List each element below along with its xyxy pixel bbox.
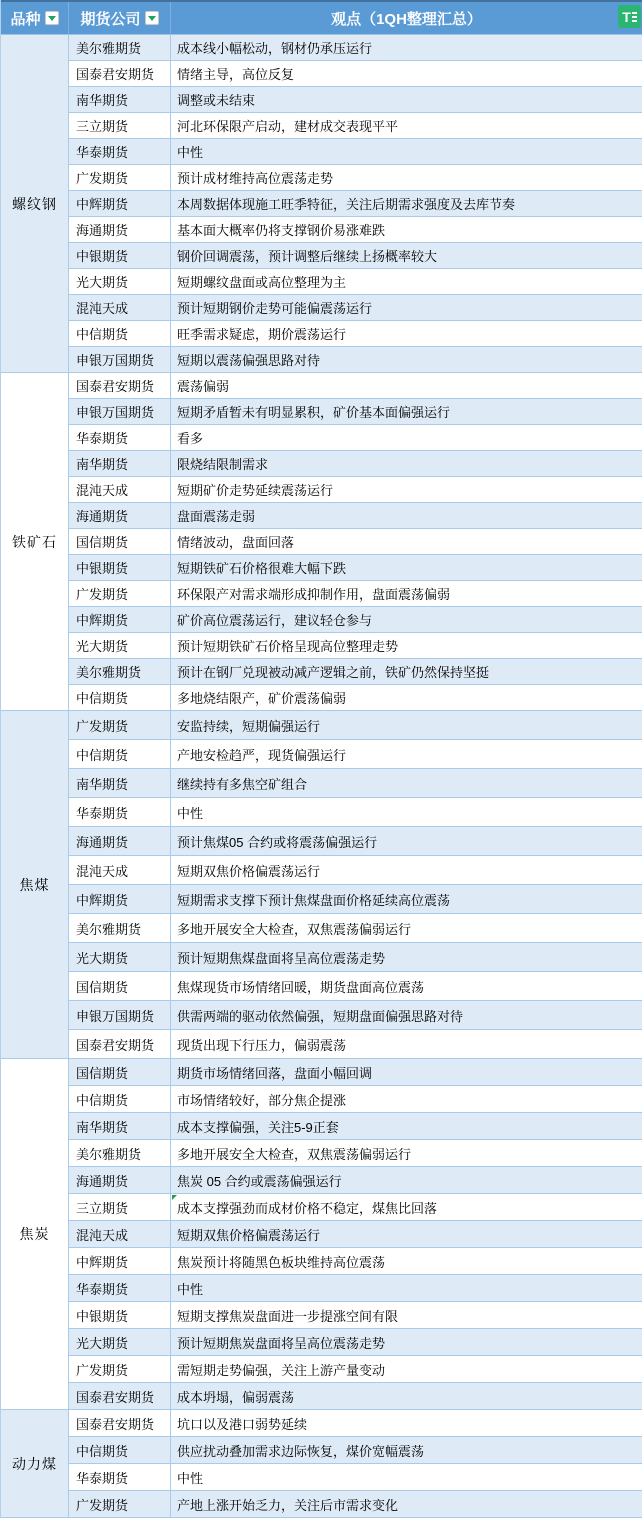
table-row: [69, 191, 642, 217]
opinion-cell: [171, 269, 642, 294]
opinion-cell: [171, 295, 642, 320]
table-row: [69, 217, 642, 243]
opinion-cell: [171, 87, 642, 112]
opinion-cell: [171, 1437, 642, 1463]
opinion-text: 预计在钢厂兑现被动减产逻辑之前，铁矿仍然保持坚挺: [177, 665, 490, 680]
opinion-text: 坑口以及港口弱势延续: [177, 1416, 308, 1432]
opinion-cell: [171, 885, 642, 913]
opinion-cell: [171, 769, 642, 797]
table-row: [69, 769, 642, 798]
company-cell: 光大期货: [69, 943, 171, 971]
opinion-text: 安监持续，短期偏强运行: [177, 718, 321, 734]
company-cell: 国泰君安期货: [69, 373, 171, 398]
company-cell: 混沌天成: [69, 1221, 171, 1247]
opinion-cell: [171, 399, 642, 424]
table-row: [69, 165, 642, 191]
table-row: [69, 451, 642, 477]
table-row: [69, 61, 642, 87]
opinion-text: 多地开展安全大检查，双焦震荡偏弱运行: [177, 1146, 412, 1162]
company-cell: 国信期货: [69, 529, 171, 554]
section-rows: [69, 1410, 642, 1518]
opinion-cell: [171, 914, 642, 942]
company-cell: 海通期货: [69, 503, 171, 528]
opinion-text: 本周数据体现施工旺季特征，关注后期需求强度及去库节奏: [177, 197, 516, 212]
company-cell: 国泰君安期货: [69, 1410, 171, 1436]
opinion-cell: [171, 685, 642, 710]
commodity-section: [1, 35, 642, 373]
table-row: [69, 943, 642, 972]
table-row: [69, 659, 642, 685]
table-row: [69, 1194, 642, 1221]
company-cell: 申银万国期货: [69, 347, 171, 372]
opinion-text: 盘面震荡走弱: [177, 509, 256, 524]
company-cell: 中辉期货: [69, 191, 171, 216]
opinion-text: 情绪主导，高位反复: [177, 67, 295, 82]
company-cell: 申银万国期货: [69, 399, 171, 424]
opinion-cell: [171, 1329, 642, 1355]
opinion-cell: [171, 1194, 642, 1220]
commodity-section: [1, 1410, 642, 1518]
table-row: [69, 1086, 642, 1113]
opinion-text: 河北环保限产启动，建材成交表现平平: [177, 119, 399, 134]
opinion-text: 预计成材维持高位震荡走势: [177, 171, 334, 186]
header-company-label: 期货公司: [80, 10, 141, 28]
opinion-cell: [171, 659, 642, 684]
opinion-text: 基本面大概率仍将支撑钢价易涨难跌: [177, 223, 386, 238]
table-row: [69, 1248, 642, 1275]
table-row: [69, 972, 642, 1001]
variety-cell: 螺纹钢: [1, 35, 69, 373]
company-cell: 中信期货: [69, 1437, 171, 1463]
cell-comment-marker: [172, 1195, 177, 1200]
table-row: [69, 914, 642, 943]
opinion-text: 钢价回调震荡，预计调整后继续上扬概率较大: [177, 249, 438, 264]
variety-cell: 动力煤: [1, 1410, 69, 1518]
table-row: [69, 347, 642, 373]
table-row: [69, 685, 642, 711]
company-cell: 美尔雅期货: [69, 914, 171, 942]
table-row: [69, 1383, 642, 1410]
table-filter-tool-icon[interactable]: [618, 5, 641, 28]
variety-cell: 焦煤: [1, 711, 69, 1059]
opinion-text: 中性: [177, 1470, 204, 1486]
table-row: [69, 1113, 642, 1140]
opinion-text: 产地上涨开始乏力，关注后市需求变化: [177, 1497, 399, 1513]
table-row: [69, 269, 642, 295]
filter-dropdown-icon: [48, 16, 56, 21]
company-cell: 广发期货: [69, 581, 171, 606]
company-cell: 中银期货: [69, 1302, 171, 1328]
company-cell: 海通期货: [69, 217, 171, 242]
table-row: [69, 425, 642, 451]
opinion-text: 震荡偏弱: [177, 379, 230, 394]
table-row: [69, 1167, 642, 1194]
commodity-section: [1, 711, 642, 1059]
opinion-text: 成本支撑强劲而成材价格不稳定，煤焦比回落: [177, 1200, 438, 1216]
company-cell: 中信期货: [69, 685, 171, 710]
opinion-text: 情绪波动，盘面回落: [177, 535, 295, 550]
table-row: [69, 295, 642, 321]
table-row: [69, 581, 642, 607]
opinion-text: 供需两端的驱动依然偏强，短期盘面偏强思路对待: [177, 1008, 464, 1024]
table-body: [1, 35, 642, 1518]
company-cell: 国泰君安期货: [69, 1383, 171, 1409]
opinion-text: 预计短期焦煤盘面将呈高位震荡走势: [177, 950, 386, 966]
opinion-cell: [171, 740, 642, 768]
table-row: [69, 798, 642, 827]
table-row: [69, 1491, 642, 1518]
table-row: [69, 633, 642, 659]
company-cell: 混沌天成: [69, 856, 171, 884]
company-filter-button[interactable]: [145, 11, 159, 25]
opinion-cell: [171, 503, 642, 528]
table-row: [69, 1437, 642, 1464]
table-row: [69, 87, 642, 113]
opinion-cell: [171, 113, 642, 138]
opinion-text: 中性: [177, 1281, 204, 1297]
table-row: [69, 373, 642, 399]
company-cell: 光大期货: [69, 633, 171, 658]
opinion-text: 预计短期焦炭盘面将呈高位震荡走势: [177, 1335, 386, 1351]
opinion-cell: [171, 1464, 642, 1490]
table-row: [69, 1030, 642, 1059]
company-cell: 中信期货: [69, 740, 171, 768]
opinion-cell: [171, 1167, 642, 1193]
opinion-cell: [171, 451, 642, 476]
variety-cell: 焦炭: [1, 1059, 69, 1410]
table-header-row: [1, 2, 642, 35]
variety-cell: 铁矿石: [1, 373, 69, 711]
opinion-text: 旺季需求疑虑，期价震荡运行: [177, 327, 347, 342]
opinion-text: 继续持有多焦空矿组合: [177, 776, 308, 792]
table-row: [69, 1140, 642, 1167]
opinion-text: 中性: [177, 805, 204, 821]
opinion-cell: [171, 1086, 642, 1112]
table-row: [69, 740, 642, 769]
company-cell: 美尔雅期货: [69, 1140, 171, 1166]
company-cell: 南华期货: [69, 87, 171, 112]
opinion-cell: [171, 529, 642, 554]
opinion-text: 短期需求支撑下预计焦煤盘面价格延续高位震荡: [177, 892, 451, 908]
opinion-cell: [171, 191, 642, 216]
opinion-text: 供应扰动叠加需求边际恢复，煤价宽幅震荡: [177, 1443, 425, 1459]
table-row: [69, 856, 642, 885]
table-row: [69, 503, 642, 529]
opinion-text: 成本支撑偏强，关注5-9正套: [177, 1119, 339, 1135]
header-cell-opinion: [171, 2, 642, 34]
opinion-text: 焦炭预计将随黑色板块维持高位震荡: [177, 1254, 386, 1270]
company-cell: 广发期货: [69, 1491, 171, 1517]
company-cell: 混沌天成: [69, 295, 171, 320]
company-cell: 海通期货: [69, 1167, 171, 1193]
table-row: [69, 139, 642, 165]
opinion-cell: [171, 1302, 642, 1328]
table-row: [69, 885, 642, 914]
company-cell: 美尔雅期货: [69, 659, 171, 684]
company-cell: 南华期货: [69, 1113, 171, 1139]
company-cell: 中信期货: [69, 321, 171, 346]
company-cell: 华泰期货: [69, 1464, 171, 1490]
opinion-cell: [171, 581, 642, 606]
filter-dropdown-icon: [148, 16, 156, 21]
opinion-text: 焦炭 05 合约或震荡偏强运行: [177, 1173, 342, 1189]
opinion-text: 市场情绪较好，部分焦企提涨: [177, 1092, 347, 1108]
table-row: [69, 555, 642, 581]
opinion-cell: [171, 477, 642, 502]
opinion-text: 预计短期铁矿石价格呈现高位整理走势: [177, 639, 399, 654]
tool-icon-bars: [632, 12, 637, 22]
opinion-cell: [171, 243, 642, 268]
opinion-text: 调整或未结束: [177, 93, 256, 108]
opinion-cell: [171, 1001, 642, 1029]
opinion-text: 限烧结限制需求: [177, 457, 269, 472]
table-row: [69, 243, 642, 269]
company-cell: 中银期货: [69, 555, 171, 580]
opinion-cell: [171, 972, 642, 1000]
company-cell: 国信期货: [69, 972, 171, 1000]
table-row: [69, 35, 642, 61]
opinion-text: 矿价高位震荡运行，建议轻仓参与: [177, 613, 373, 628]
opinion-text: 预计焦煤05 合约或将震荡偏强运行: [177, 834, 378, 850]
opinion-cell: [171, 1221, 642, 1247]
opinion-text: 多地烧结限产，矿价震荡偏弱: [177, 691, 347, 706]
company-cell: 南华期货: [69, 769, 171, 797]
table-row: [69, 477, 642, 503]
table-row: [69, 1329, 642, 1356]
company-cell: 申银万国期货: [69, 1001, 171, 1029]
company-cell: 华泰期货: [69, 139, 171, 164]
company-cell: 南华期货: [69, 451, 171, 476]
commodity-section: [1, 373, 642, 711]
opinion-text: 短期双焦价格偏震荡运行: [177, 1227, 321, 1243]
opinion-cell: [171, 373, 642, 398]
company-cell: 中辉期货: [69, 607, 171, 632]
header-cell-company: [69, 2, 171, 34]
company-cell: 美尔雅期货: [69, 35, 171, 60]
company-cell: 国泰君安期货: [69, 61, 171, 86]
header-variety-label: 品种: [10, 10, 41, 28]
opinion-cell: [171, 425, 642, 450]
opinion-text: 期货市场情绪回落，盘面小幅回调: [177, 1065, 373, 1081]
opinion-text: 产地安检趋严，现货偏强运行: [177, 747, 347, 763]
opinion-cell: [171, 165, 642, 190]
opinion-cell: [171, 1491, 642, 1517]
table-row: [69, 1059, 642, 1086]
table-row: [69, 607, 642, 633]
company-cell: 广发期货: [69, 165, 171, 190]
opinion-cell: [171, 633, 642, 658]
company-cell: 中信期货: [69, 1086, 171, 1112]
opinion-text: 短期矿价走势延续震荡运行: [177, 483, 334, 498]
opinion-text: 中性: [177, 145, 204, 160]
commodity-section: [1, 1059, 642, 1410]
opinion-cell: [171, 856, 642, 884]
company-cell: 光大期货: [69, 1329, 171, 1355]
opinion-cell: [171, 1248, 642, 1274]
table-row: [69, 711, 642, 740]
table-row: [69, 827, 642, 856]
opinion-text: 短期螺纹盘面或高位整理为主: [177, 275, 347, 290]
header-cell-variety: [1, 2, 69, 34]
opinion-text: 短期支撑焦炭盘面进一步提涨空间有限: [177, 1308, 399, 1324]
opinion-cell: [171, 1030, 642, 1058]
tool-icon-letter: T: [622, 8, 631, 25]
company-cell: 三立期货: [69, 113, 171, 138]
company-cell: 中银期货: [69, 243, 171, 268]
company-cell: 华泰期货: [69, 1275, 171, 1301]
company-cell: 华泰期货: [69, 425, 171, 450]
opinion-cell: [171, 1356, 642, 1382]
opinion-text: 短期以震荡偏强思路对待: [177, 353, 321, 368]
opinion-cell: [171, 711, 642, 739]
opinion-text: 短期铁矿石价格很难大幅下跌: [177, 561, 347, 576]
company-cell: 国泰君安期货: [69, 1030, 171, 1058]
table-row: [69, 1356, 642, 1383]
company-cell: 中辉期货: [69, 885, 171, 913]
opinion-cell: [171, 1383, 642, 1409]
company-cell: 广发期货: [69, 1356, 171, 1382]
table-row: [69, 1001, 642, 1030]
section-rows: [69, 373, 642, 711]
opinion-text: 短期双焦价格偏震荡运行: [177, 863, 321, 879]
opinion-cell: [171, 555, 642, 580]
opinion-text: 焦煤现货市场情绪回暖，期货盘面高位震荡: [177, 979, 425, 995]
company-cell: 海通期货: [69, 827, 171, 855]
opinion-text: 短期矛盾暂未有明显累积，矿价基本面偏强运行: [177, 405, 451, 420]
opinion-cell: [171, 139, 642, 164]
opinion-cell: [171, 61, 642, 86]
opinion-cell: [171, 217, 642, 242]
opinion-cell: [171, 827, 642, 855]
section-rows: [69, 35, 642, 373]
table-row: [69, 113, 642, 139]
section-rows: [69, 1059, 642, 1410]
company-cell: 中辉期货: [69, 1248, 171, 1274]
table-row: [69, 321, 642, 347]
opinion-cell: [171, 35, 642, 60]
opinion-text: 需短期走势偏强，关注上游产量变动: [177, 1362, 386, 1378]
table-row: [69, 1410, 642, 1437]
opinion-cell: [171, 1410, 642, 1436]
opinion-text: 成本坍塌，偏弱震荡: [177, 1389, 295, 1405]
company-cell: 国信期货: [69, 1059, 171, 1085]
section-rows: [69, 711, 642, 1059]
opinion-cell: [171, 347, 642, 372]
opinion-text: 预计短期钢价走势可能偏震荡运行: [177, 301, 373, 316]
opinion-cell: [171, 798, 642, 826]
opinion-text: 看多: [177, 431, 204, 446]
opinion-text: 现货出现下行压力，偏弱震荡: [177, 1037, 347, 1053]
opinion-cell: [171, 607, 642, 632]
company-cell: 混沌天成: [69, 477, 171, 502]
table-row: [69, 1464, 642, 1491]
opinion-cell: [171, 1059, 642, 1085]
table-row: [69, 1221, 642, 1248]
company-cell: 华泰期货: [69, 798, 171, 826]
opinion-text: 成本线小幅松动，钢材仍承压运行: [177, 41, 373, 56]
opinion-cell: [171, 1140, 642, 1166]
opinion-cell: [171, 943, 642, 971]
company-cell: 三立期货: [69, 1194, 171, 1220]
opinion-cell: [171, 1113, 642, 1139]
header-opinion-label: 观点（1QH整理汇总）: [331, 10, 482, 28]
company-cell: 光大期货: [69, 269, 171, 294]
company-cell: 广发期货: [69, 711, 171, 739]
table-row: [69, 399, 642, 425]
table-row: [69, 529, 642, 555]
table-row: [69, 1302, 642, 1329]
opinion-cell: [171, 1275, 642, 1301]
table-row: [69, 1275, 642, 1302]
opinion-text: 环保限产对需求端形成抑制作用，盘面震荡偏弱: [177, 587, 451, 602]
variety-filter-button[interactable]: [45, 11, 59, 25]
opinion-text: 多地开展安全大检查，双焦震荡偏弱运行: [177, 921, 412, 937]
opinion-cell: [171, 321, 642, 346]
